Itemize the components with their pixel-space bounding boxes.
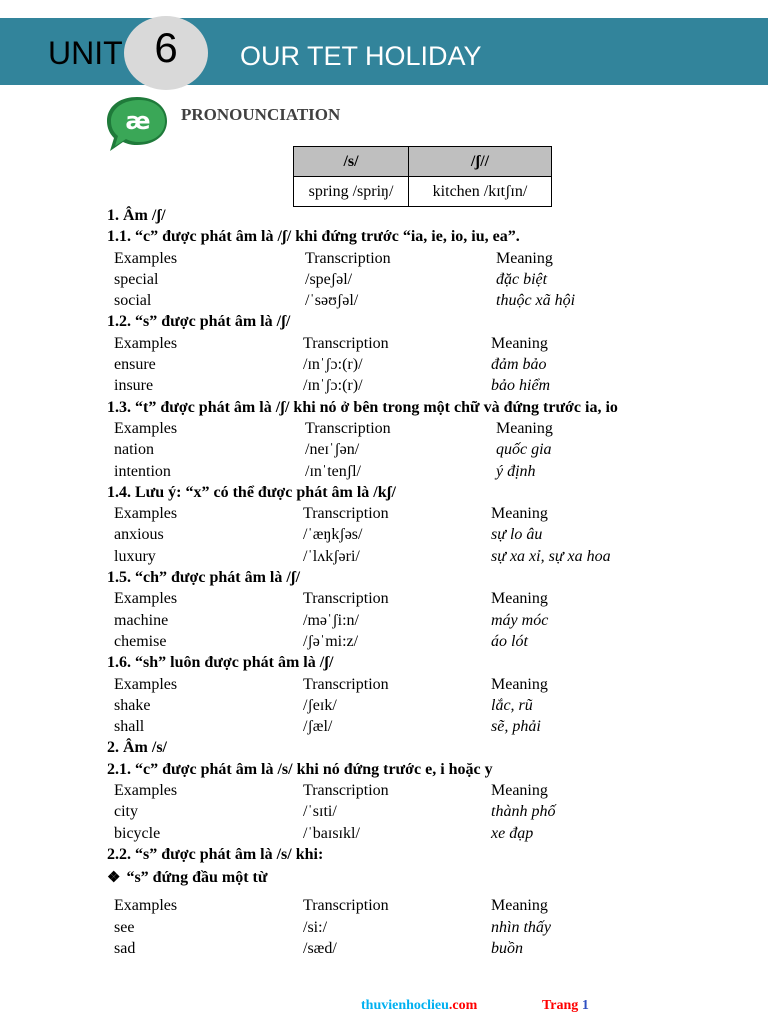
unit-title: OUR TET HOLIDAY [240,41,482,71]
ae-speech-bubble-icon [104,94,170,154]
unit-number: 6 [154,24,178,71]
footer-page-number [542,998,589,1014]
list-item [107,354,747,375]
example-word: machine [114,611,169,629]
column-header-row [107,503,747,524]
example-word: luxury [114,547,156,565]
unit-number-badge [124,16,208,90]
example-transcription: /ˈlʌkʃəri/ [303,547,360,565]
column-header-row [107,895,747,916]
column-header-row [107,588,747,609]
column-header-row [107,248,747,269]
footer-page-num: 1 [581,998,589,1013]
example-transcription: /məˈʃi:n/ [303,611,359,629]
col-transcription: Transcription [303,897,389,915]
diamond-bullet-icon: ❖ [107,870,121,887]
example-transcription: /ʃeɪk/ [303,696,337,714]
example-meaning: thành phố [491,803,556,821]
example-word: shake [114,696,151,714]
example-word: shall [114,718,145,736]
col-examples: Examples [114,782,178,800]
example-meaning: thuộc xã hội [496,292,576,310]
heading-2: 2. Âm /s/ [107,739,167,757]
footer-page-label: Trang [542,998,579,1013]
col-meaning: Meaning [491,782,548,800]
example-word: social [114,292,152,310]
column-header-row [107,418,747,439]
list-item [107,524,747,545]
col-transcription: Transcription [305,249,391,267]
heading-1-6: 1.6. “sh” luôn được phát âm là /ʃ/ [107,654,334,672]
heading-1-2: 1.2. “s” được phát âm là /ʃ/ [107,313,291,331]
sound-comparison-table [293,146,552,207]
example-meaning: xe đạp [491,824,534,842]
example-meaning: đảm bảo [491,356,547,374]
list-item [107,631,747,652]
list-item [107,546,747,567]
list-item [107,716,747,737]
list-item [107,290,747,311]
list-item [107,375,747,396]
example-transcription: /ˈæŋkʃəs/ [303,526,363,544]
col-examples: Examples [114,249,178,267]
example-meaning: lắc, rũ [491,696,533,714]
example-meaning: sẽ, phải [491,718,541,736]
example-transcription: /ʃəˈmi:z/ [303,632,359,650]
svg-text:æ: æ [125,107,151,135]
heading-1-1: 1.1. “c” được phát âm là /ʃ/ khi đứng trước “ia, ie, io, iu, ea”. [107,228,520,246]
col-meaning: Meaning [491,334,548,352]
col-meaning: Meaning [491,675,548,693]
col-examples: Examples [114,334,178,352]
example-transcription: /speʃəl/ [305,270,353,288]
col-meaning: Meaning [491,897,548,915]
list-item [107,461,747,482]
bullet-item [107,866,747,890]
list-item [107,439,747,460]
section-title: PRONOUNCIATION [181,105,341,124]
example-meaning: buồn [491,939,523,957]
example-word: bicycle [114,824,161,842]
col-transcription: Transcription [303,675,389,693]
footer-site-name: thuvienhoclieu [361,998,449,1013]
list-item [107,938,747,959]
example-meaning: áo lót [491,632,528,650]
col-examples: Examples [114,419,178,437]
example-word: see [114,918,135,936]
col-examples: Examples [114,505,178,523]
example-transcription: /ɪnˈʃɔ:(r)/ [303,356,363,374]
example-word: insure [114,377,154,395]
list-item [107,610,747,631]
list-item [107,269,747,290]
example-transcription: /ˈsɪti/ [303,803,337,821]
col-examples: Examples [114,590,178,608]
example-transcription: /neɪˈʃən/ [305,441,360,459]
col-examples: Examples [114,675,178,693]
example-word: ensure [114,356,156,374]
list-item [107,917,747,938]
heading-2-2: 2.2. “s” được phát âm là /s/ khi: [107,845,324,863]
example-word: special [114,270,159,288]
heading-1-3: 1.3. “t” được phát âm là /ʃ/ khi nó ở bên trong một chữ và đứng trước ia, io [107,398,618,416]
heading-1-5: 1.5. “ch” được phát âm là /ʃ/ [107,569,301,587]
col-meaning: Meaning [491,505,548,523]
table-header-sh: /ʃ// [409,147,552,177]
unit-label: UNIT [48,35,123,71]
footer-site-link[interactable] [361,998,477,1014]
table-cell-kitchen: kitchen /kɪtʃɪn/ [409,177,552,207]
example-word: city [114,803,138,821]
example-meaning: nhìn thấy [491,918,551,936]
col-transcription: Transcription [303,590,389,608]
col-examples: Examples [114,897,178,915]
bullet-text: “s” đứng đầu một từ [126,869,268,887]
list-item [107,823,747,844]
footer-site-domain: .com [448,998,478,1013]
list-item [107,695,747,716]
column-header-row [107,674,747,695]
list-item [107,801,747,822]
table-header-s: /s/ [294,147,409,177]
example-meaning: máy móc [491,611,549,629]
heading-2-1: 2.1. “c” được phát âm là /s/ khi nó đứng trước e, i hoặc y [107,760,493,778]
heading-1-4: 1.4. Lưu ý: “x” có thể được phát âm là /kʃ/ [107,483,396,501]
example-meaning: đặc biệt [496,270,548,288]
example-transcription: /ɪnˈtenʃl/ [305,462,361,480]
heading-1: 1. Âm /ʃ/ [107,207,166,224]
example-meaning: ý định [496,462,536,480]
col-meaning: Meaning [496,419,553,437]
example-word: intention [114,462,171,480]
column-header-row [107,333,747,354]
example-word: sad [114,939,136,957]
col-transcription: Transcription [303,505,389,523]
example-meaning: quốc gia [496,441,552,459]
col-meaning: Meaning [496,249,553,267]
example-transcription: /si:/ [303,918,328,936]
col-transcription: Transcription [303,334,389,352]
example-transcription: /ˈsəʊʃəl/ [305,292,359,310]
example-transcription: /ʃæl/ [303,718,333,736]
example-transcription: /sæd/ [303,939,337,957]
example-meaning: sự xa xỉ, sự xa hoa [491,547,611,565]
col-transcription: Transcription [303,782,389,800]
example-transcription: /ɪnˈʃɔ:(r)/ [303,377,363,395]
example-word: chemise [114,632,167,650]
column-header-row [107,780,747,801]
example-meaning: sự lo âu [491,526,543,544]
example-word: anxious [114,526,164,544]
example-word: nation [114,441,154,459]
example-meaning: bảo hiểm [491,377,551,395]
col-transcription: Transcription [305,419,391,437]
example-transcription: /ˈbaɪsɪkl/ [303,824,360,842]
table-cell-spring: spring /spriŋ/ [294,177,409,207]
pronunciation-content [107,205,747,959]
col-meaning: Meaning [491,590,548,608]
